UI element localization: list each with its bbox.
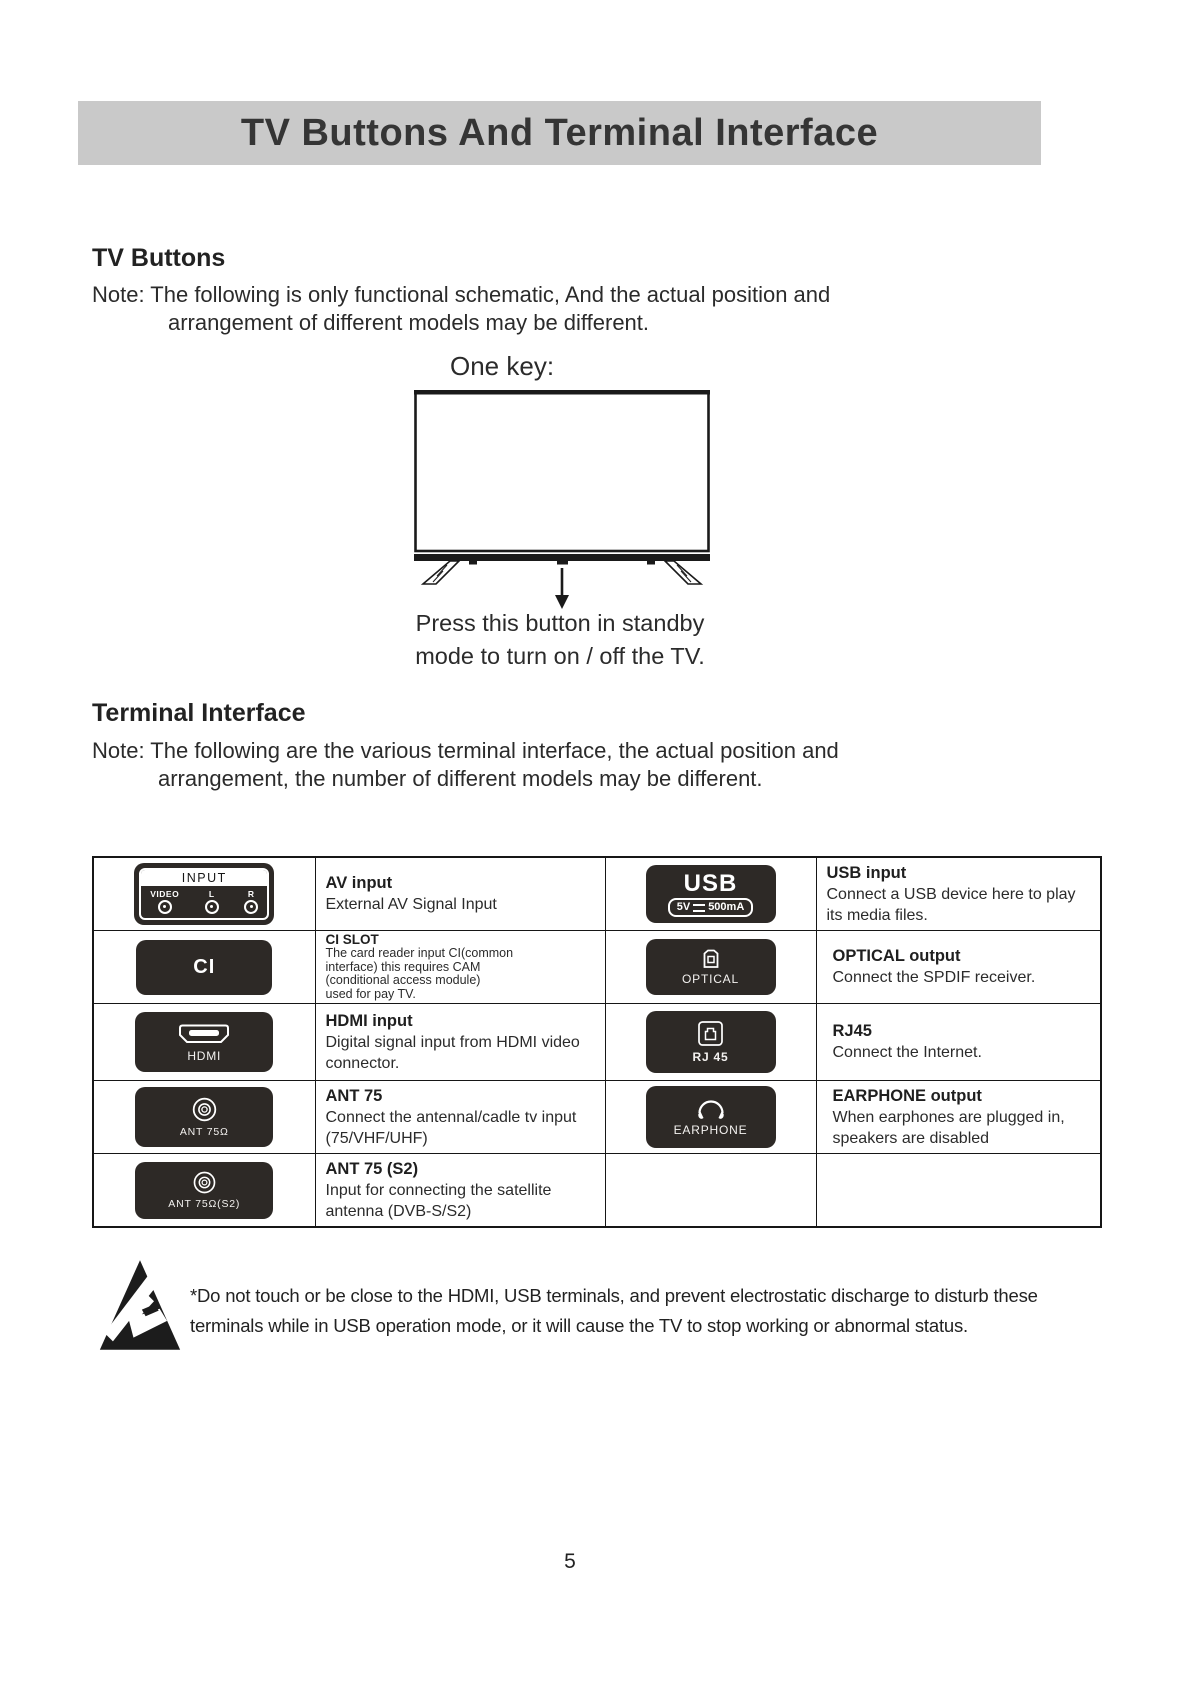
port-title: ANT 75 — [325, 1086, 383, 1105]
esd-warning-icon — [98, 1258, 182, 1352]
ant75-desc-cell — [315, 1081, 605, 1154]
note-line: Note: The following are the various terminal interface, the actual position and — [92, 738, 839, 763]
port-title: ANT 75 (S2) — [325, 1159, 419, 1178]
tv-outline-icon — [414, 390, 710, 610]
hdmi-port-icon: HDMI — [135, 1012, 273, 1072]
note-line: arrangement of different models may be different. — [168, 309, 650, 335]
down-arrow-icon — [555, 568, 569, 609]
press-button-note: Press this button in standby mode to turn on / off the TV. — [415, 610, 705, 669]
coax-satellite-port-icon: ANT 75Ω(S2) — [135, 1162, 273, 1219]
av-icon-cell — [93, 857, 315, 931]
port-desc: Connect the SPDIF receiver. — [832, 969, 1036, 986]
audio-right-jack-icon: R — [244, 889, 258, 914]
table-row-av-usb — [93, 857, 1101, 931]
port-desc: (conditional access module) — [325, 973, 481, 987]
dc-symbol-icon — [693, 904, 705, 912]
port-desc: Digital signal input from HDMI video — [325, 1033, 580, 1051]
terminal-interface-table — [92, 856, 1102, 1228]
earphone-desc-cell — [816, 1081, 1101, 1154]
ant75s2-desc-cell — [315, 1154, 605, 1228]
ci-slot-icon: CI — [136, 940, 272, 995]
usb-desc-cell — [816, 857, 1101, 931]
hdmi-connector-glyph-icon — [177, 1022, 231, 1046]
port-desc: connector. — [325, 1054, 400, 1072]
port-title: CI SLOT — [325, 932, 379, 947]
port-title: USB input — [826, 863, 907, 882]
table-row-ant-s2 — [93, 1154, 1101, 1228]
port-desc: used for pay TV. — [325, 986, 416, 1001]
port-title: EARPHONE output — [832, 1086, 982, 1105]
av-input-jacks-icon — [134, 863, 274, 925]
port-desc: External AV Signal Input — [325, 896, 497, 913]
table-row-ant-earphone — [93, 1081, 1101, 1154]
tv-buttons-note — [92, 281, 830, 336]
port-desc: antenna (DVB-S/S2) — [325, 1202, 472, 1220]
toslink-glyph-icon — [700, 949, 722, 969]
port-desc: (75/VHF/UHF) — [325, 1129, 428, 1147]
one-key-label: One key: — [450, 351, 555, 381]
rj45-icon-cell — [605, 1004, 816, 1081]
av-desc-cell — [315, 857, 605, 931]
warning-line: terminals while in USB operation mode, or it will cause the TV to stop working or abnormal status. — [190, 1315, 968, 1336]
warning-line: *Do not touch or be close to the HDMI, USB terminals, and prevent electrostatic discharge to disturb these — [190, 1285, 1038, 1306]
rj45-desc-cell — [816, 1004, 1101, 1081]
port-desc: speakers are disabled — [832, 1129, 990, 1147]
coax-connector-glyph-icon — [192, 1170, 217, 1195]
port-title: OPTICAL output — [832, 947, 961, 965]
port-title: RJ45 — [832, 1022, 872, 1040]
usb-port-icon: USB 5V 500mA — [646, 865, 776, 923]
port-desc: When earphones are plugged in, — [832, 1108, 1065, 1126]
rj45-port-icon: RJ 45 — [646, 1011, 776, 1073]
note-line: Note: The following is only functional schematic, And the actual position and — [92, 282, 831, 307]
empty-cell — [605, 1154, 816, 1228]
av-input-label: INPUT — [141, 870, 267, 886]
header-bar — [78, 101, 1041, 165]
port-desc: Connect the Internet. — [832, 1044, 982, 1061]
earphone-icon-cell — [605, 1081, 816, 1154]
earphone-jack-icon: EARPHONE — [646, 1086, 776, 1148]
port-desc: Input for connecting the satellite — [325, 1181, 552, 1199]
table-row-ci-optical — [93, 931, 1101, 1004]
ant75-icon-cell — [93, 1081, 315, 1154]
port-desc: Connect a USB device here to play — [826, 885, 1076, 903]
port-title: HDMI input — [325, 1011, 413, 1030]
usb-icon-cell — [605, 857, 816, 931]
page-title: TV Buttons And Terminal Interface — [240, 111, 879, 154]
tv-buttons-heading: TV Buttons — [92, 244, 226, 272]
optical-port-icon: OPTICAL — [646, 939, 776, 995]
port-desc: Connect the antennal/cadle tv input — [325, 1108, 577, 1126]
terminal-interface-note — [92, 737, 839, 792]
table-row-hdmi-rj45 — [93, 1004, 1101, 1081]
coax-connector-glyph-icon — [191, 1096, 218, 1123]
optical-icon-cell — [605, 931, 816, 1004]
ethernet-jack-glyph-icon — [697, 1020, 724, 1047]
ci-desc-cell — [315, 931, 605, 1004]
port-desc: its media files. — [826, 906, 928, 924]
hdmi-icon-cell — [93, 1004, 315, 1081]
port-desc: The card reader input CI(common — [325, 946, 514, 960]
ant75s2-icon-cell — [93, 1154, 315, 1228]
audio-left-jack-icon: L — [205, 889, 219, 914]
hdmi-desc-cell — [315, 1004, 605, 1081]
empty-cell — [816, 1154, 1101, 1228]
headphones-glyph-icon — [695, 1098, 727, 1120]
terminal-interface-heading: Terminal Interface — [92, 699, 306, 727]
optical-desc-cell — [816, 931, 1101, 1004]
ci-icon-cell — [93, 931, 315, 1004]
esd-warning-text — [190, 1281, 1110, 1341]
coax-antenna-port-icon: ANT 75Ω — [135, 1087, 273, 1147]
port-desc: interface) this requires CAM — [325, 959, 481, 974]
video-jack-icon: VIDEO — [150, 889, 179, 914]
page-number: 5 — [564, 1550, 576, 1573]
usb-power-rating: 5V 500mA — [668, 898, 754, 917]
note-line: arrangement, the number of different models may be different. — [158, 765, 763, 791]
port-title: AV input — [325, 874, 393, 892]
